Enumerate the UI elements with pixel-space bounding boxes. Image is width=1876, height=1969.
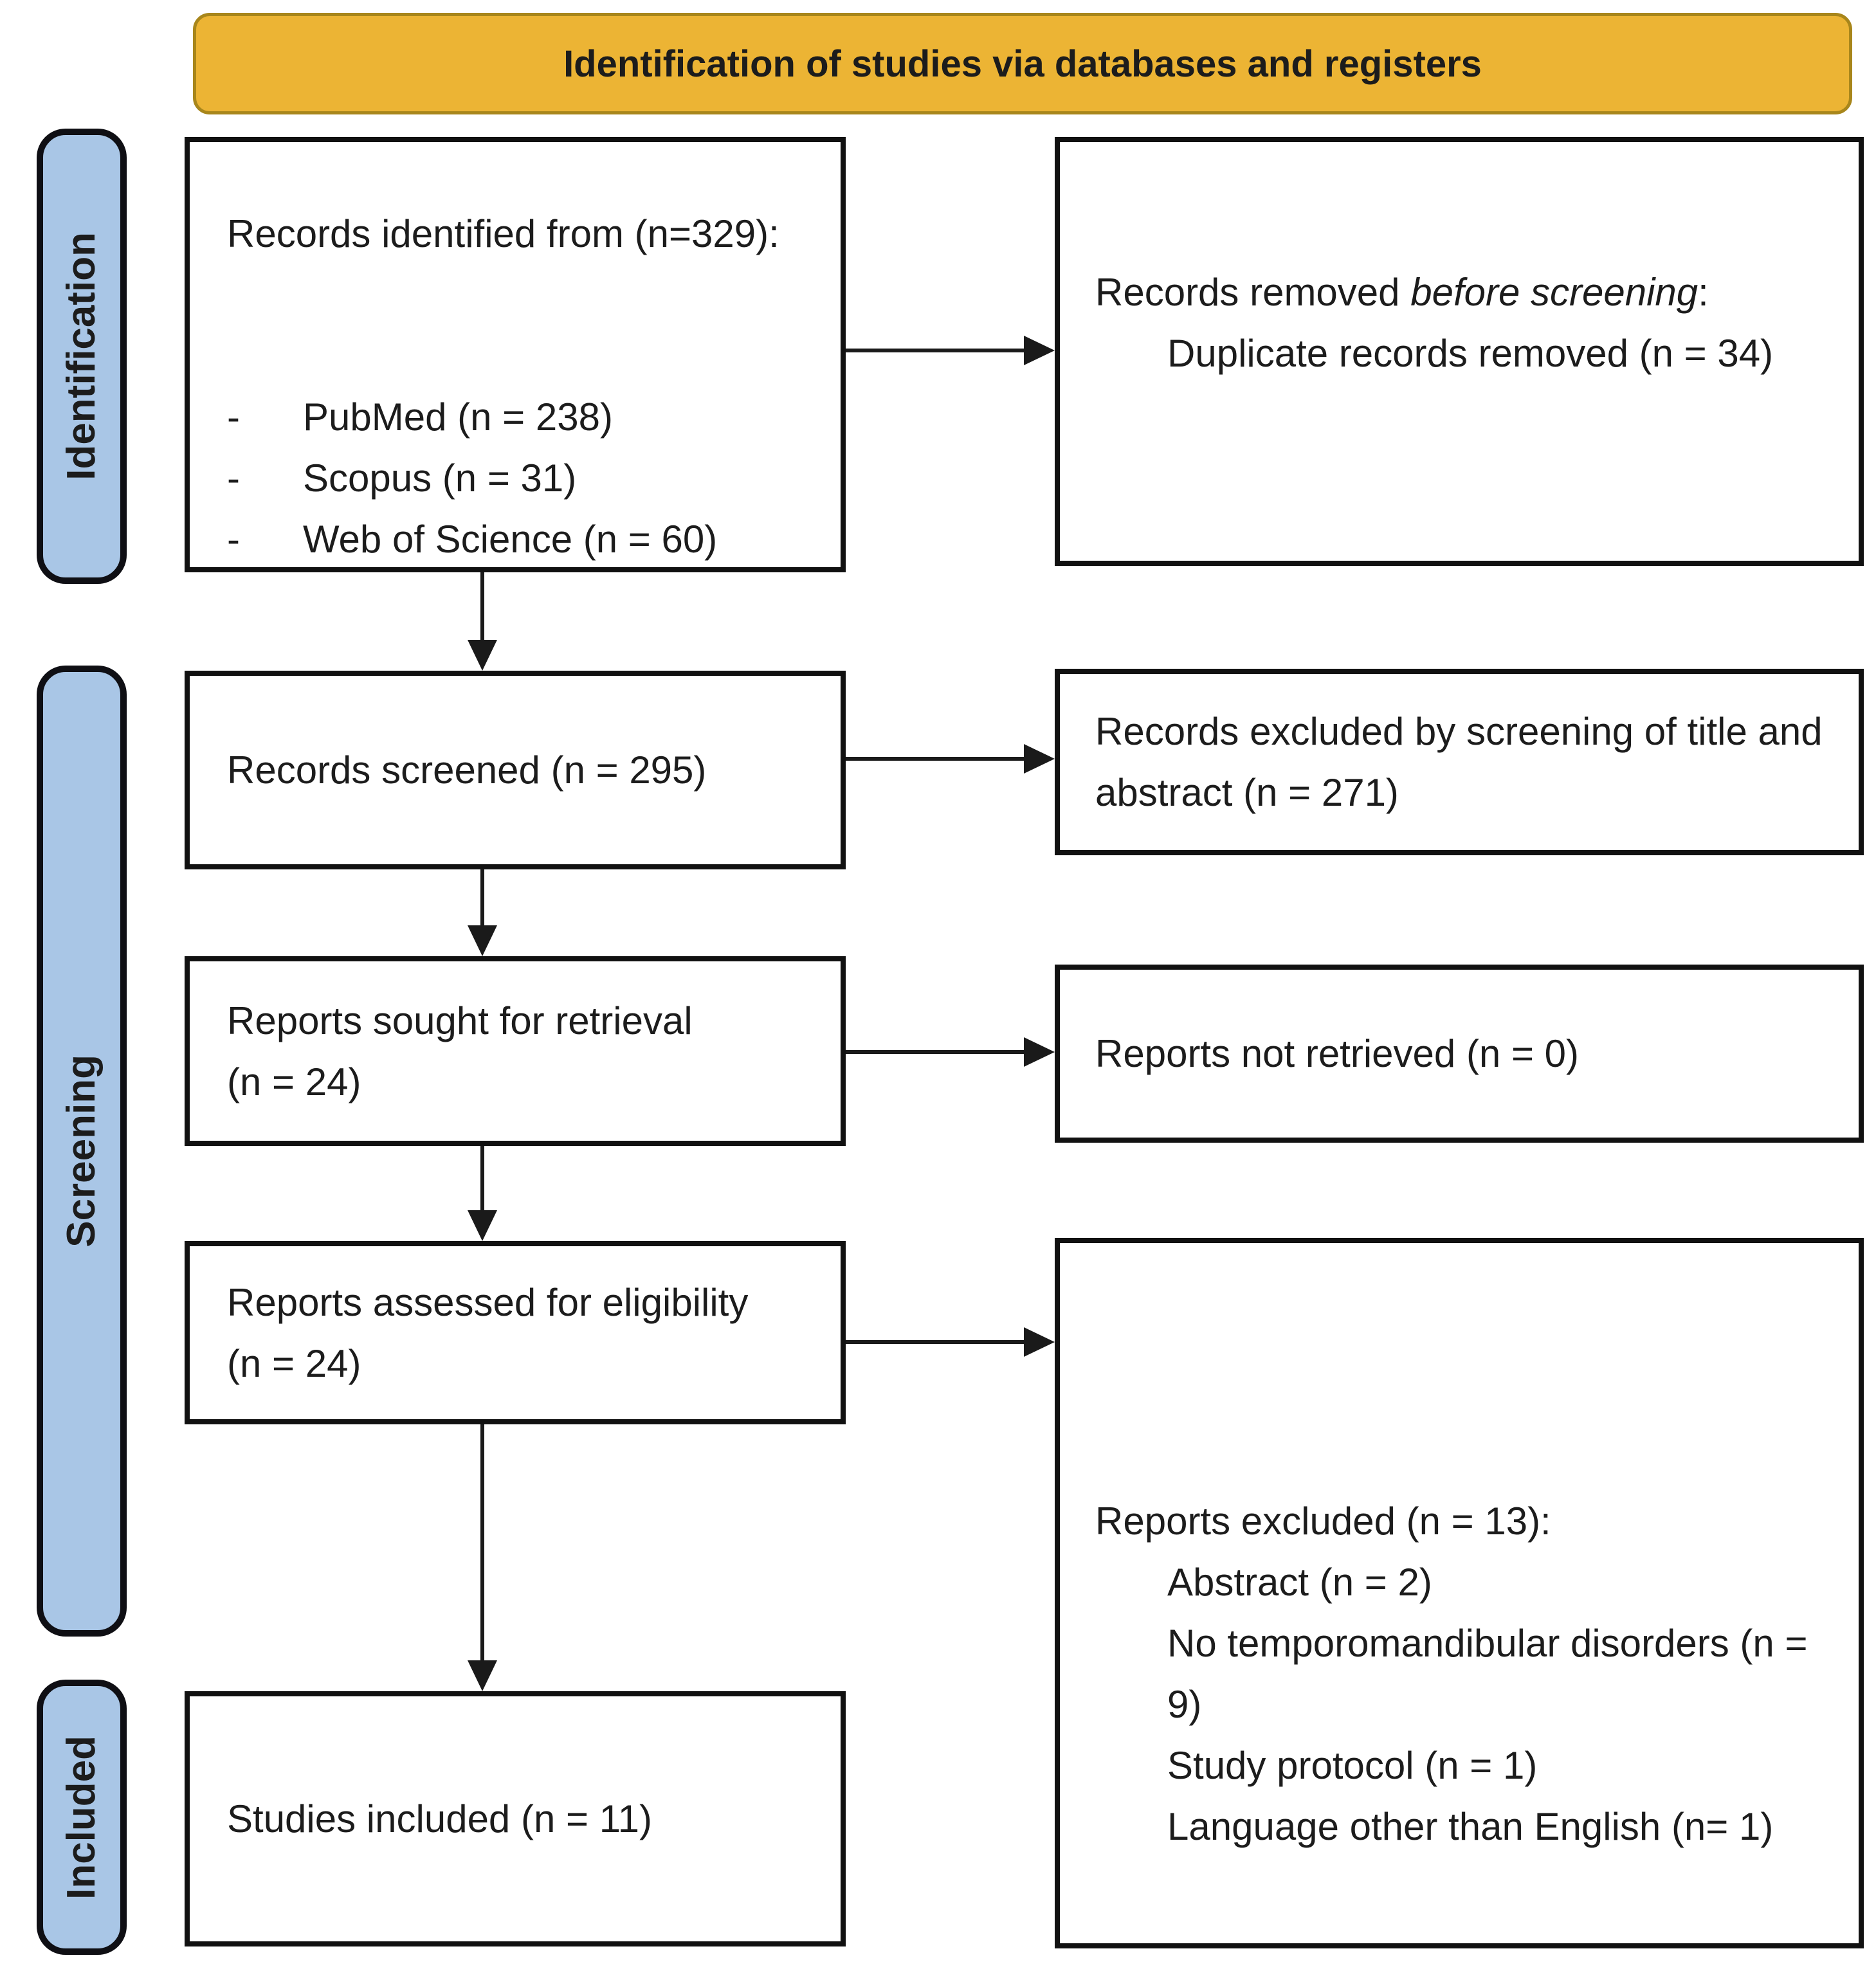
duplicates-removed: Duplicate records removed (n = 34) <box>1167 331 1774 375</box>
reports-not-retrieved-text: Reports not retrieved (n = 0) <box>1095 1032 1580 1075</box>
arrowhead-right-icon <box>1024 336 1055 365</box>
arrow-shaft <box>480 572 484 642</box>
box-reports-assessed <box>185 1241 846 1424</box>
stage-screening-label: Screening <box>59 1055 104 1248</box>
stage-included-label: Included <box>59 1735 104 1900</box>
banner-identification-via-databases <box>193 13 1852 114</box>
records-identified-title: Records identified from (n=329): <box>227 212 779 255</box>
records-identified-sources <box>227 386 815 570</box>
bullet-dash: - <box>227 518 240 561</box>
excluded-reason-study-protocol: Study protocol (n = 1) <box>1167 1743 1538 1787</box>
box-reports-not-retrieved <box>1055 965 1864 1143</box>
stage-identification <box>37 129 127 584</box>
stage-screening <box>37 666 127 1637</box>
arrow-shaft <box>846 1340 1026 1344</box>
arrow-shaft <box>480 869 484 928</box>
reports-sought-line2: (n = 24) <box>227 1060 361 1103</box>
records-removed-italic: before screening <box>1410 270 1698 314</box>
arrowhead-right-icon <box>1024 1037 1055 1067</box>
box-records-excluded-screening <box>1055 669 1864 855</box>
reports-assessed-line1: Reports assessed for eligibility <box>227 1280 749 1324</box>
records-screened-text: Records screened (n = 295) <box>227 749 707 792</box>
list-item <box>227 509 815 570</box>
arrowhead-down-icon <box>468 1660 497 1691</box>
arrow-shaft <box>846 757 1026 761</box>
list-item <box>227 448 815 509</box>
reports-assessed-line2: (n = 24) <box>227 1341 361 1385</box>
excluded-reason-no-tmd: No temporomandibular disorders (n = 9) <box>1167 1621 1808 1726</box>
bullet-dash: - <box>227 395 240 439</box>
records-removed-title <box>1095 262 1833 323</box>
records-removed-prefix: Records removed <box>1095 270 1411 314</box>
arrowhead-down-icon <box>468 925 497 956</box>
records-excluded-screening-text: Records excluded by screening of title and abstract (n = 271) <box>1095 710 1823 814</box>
list-item <box>227 386 815 448</box>
box-studies-included <box>185 1691 846 1946</box>
arrowhead-right-icon <box>1024 744 1055 774</box>
box-records-screened <box>185 671 846 869</box>
bullet-dash: - <box>227 457 240 500</box>
source-web-of-science: Web of Science (n = 60) <box>303 518 718 561</box>
box-reports-excluded <box>1055 1238 1864 1948</box>
stage-included <box>37 1680 127 1955</box>
records-removed-suffix: : <box>1698 270 1709 314</box>
banner-title: Identification of studies via databases and registers <box>563 42 1482 85</box>
arrowhead-right-icon <box>1024 1327 1055 1357</box>
arrow-shaft <box>480 1146 484 1213</box>
arrow-shaft <box>846 1050 1026 1054</box>
source-pubmed: PubMed (n = 238) <box>303 395 613 439</box>
arrow-shaft <box>480 1424 484 1663</box>
excluded-reason-abstract: Abstract (n = 2) <box>1167 1560 1432 1604</box>
studies-included-text: Studies included (n = 11) <box>227 1797 652 1840</box>
source-scopus: Scopus (n = 31) <box>303 457 577 500</box>
stage-identification-label: Identification <box>59 232 104 480</box>
box-reports-sought <box>185 956 846 1146</box>
arrow-shaft <box>846 349 1026 352</box>
box-records-identified <box>185 137 846 572</box>
reports-excluded-title: Reports excluded (n = 13): <box>1095 1499 1551 1543</box>
excluded-reason-language: Language other than English (n= 1) <box>1167 1804 1774 1848</box>
reports-sought-line1: Reports sought for retrieval <box>227 999 693 1042</box>
arrowhead-down-icon <box>468 640 497 671</box>
arrowhead-down-icon <box>468 1210 497 1241</box>
box-records-removed <box>1055 137 1864 566</box>
